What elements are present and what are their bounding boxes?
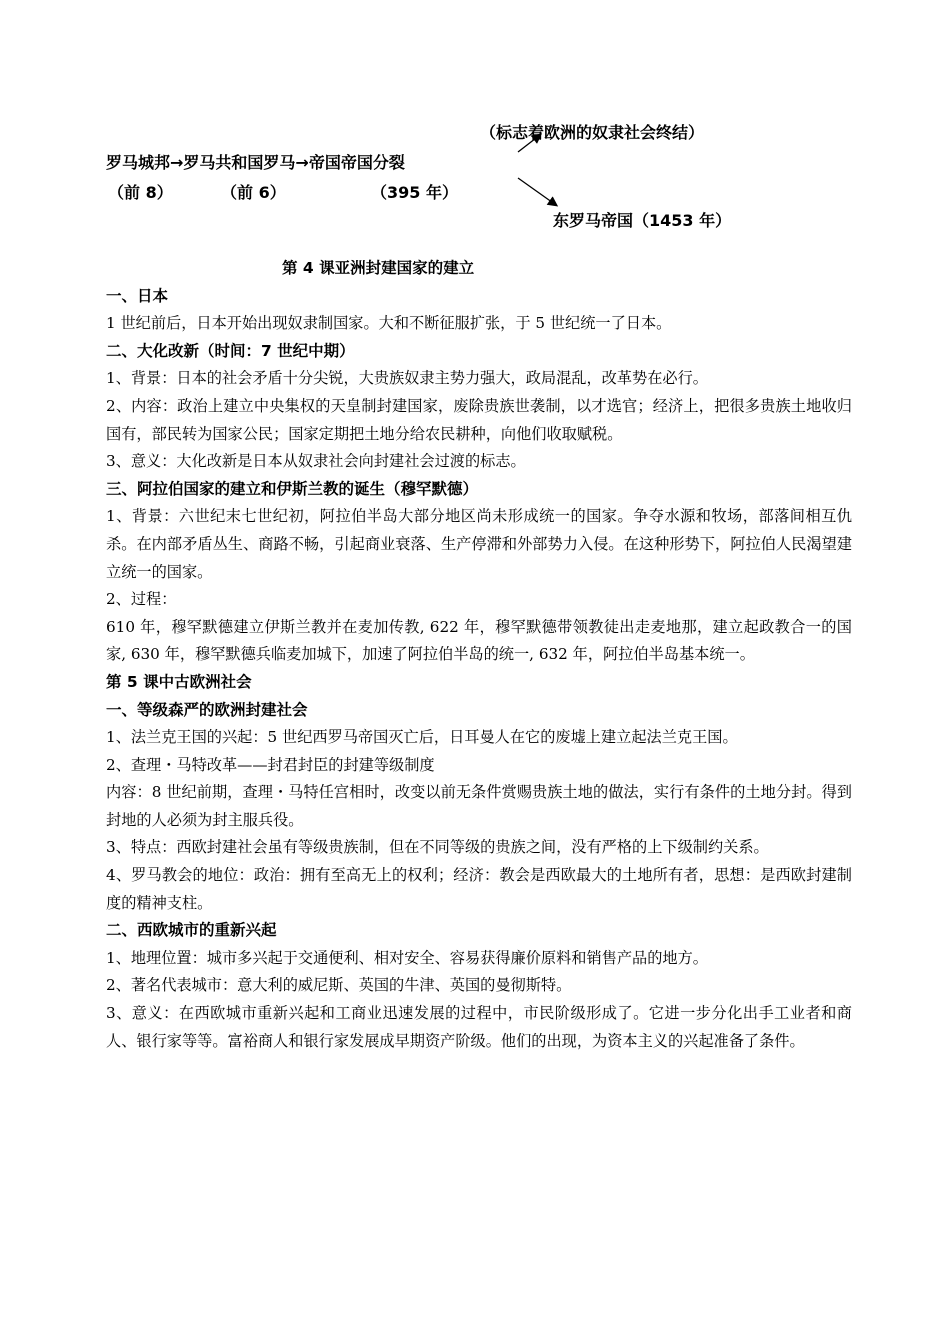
- lesson4-section2-p1: 1、背景：日本的社会矛盾十分尖锐，大贵族奴隶主势力强大，政局混乱，改革势在必行。: [106, 369, 708, 388]
- lesson4-section3-p3: 610 年，穆罕默德建立伊斯兰教并在麦加传教, 622 年，穆罕默德带领教徒出走麦地那，建立起政教合一的国家, 630 年，穆罕默德兵临麦加城下，加速了阿拉伯半岛的统一, 632 年，阿拉伯半岛基本统一。: [106, 617, 852, 664]
- lesson5-section2-p2: 2、著名代表城市：意大利的威尼斯、英国的牛津、英国的曼彻斯特。: [106, 976, 572, 995]
- diagram-date-3: （395 年）: [371, 183, 458, 202]
- diagram-chain: 罗马城邦→罗马共和国罗马→帝国帝国分裂: [106, 153, 405, 172]
- lesson4-section3-p2: 2、过程：: [106, 590, 177, 609]
- lesson5-section1-p4: 3、特点：西欧封建社会虽有等级贵族制，但在不同等级的贵族之间，没有严格的上下级制约关系。: [106, 838, 769, 857]
- lesson5-title: 第 5 课中古欧洲社会: [106, 672, 252, 691]
- lesson4-section1-p1: 1 世纪前后，日本开始出现奴隶制国家。大和不断征服扩张，于 5 世纪统一了日本。: [106, 314, 672, 333]
- lesson5-section2-p1: 1、地理位置：城市多兴起于交通便利、相对安全、容易获得廉价原料和销售产品的地方。: [106, 948, 708, 967]
- document-body: [106, 255, 852, 1055]
- arrow-down: [518, 178, 556, 205]
- lesson4-title: 第 4 课亚洲封建国家的建立: [282, 259, 475, 277]
- lesson5-section2-heading: 二、西欧城市的重新兴起: [106, 921, 277, 940]
- arrow-up: [518, 135, 540, 152]
- lesson4-section1-heading: 一、日本: [106, 286, 169, 305]
- lesson5-section1-p2: 2、查理・马特改革——封君封臣的封建等级制度: [106, 755, 435, 774]
- diagram-top-note: （标志着欧洲的奴隶社会终结）: [480, 123, 705, 142]
- diagram-arrows: [0, 0, 950, 260]
- lesson5-section1-heading: 一、等级森严的欧洲封建社会: [106, 700, 308, 719]
- lesson4-section3-p1: 1、背景：六世纪末七世纪初，阿拉伯半岛大部分地区尚未形成统一的国家。争夺水源和牧场，部落间相互仇杀。在内部矛盾丛生、商路不畅，引起商业衰落、生产停滞和外部势力入侵。在这种形势下，阿拉伯人民渴望建立统一的国家。: [106, 507, 852, 581]
- diagram-date-1: （前 8）: [108, 183, 173, 202]
- lesson4-section2-p3: 3、意义：大化改新是日本从奴隶社会向封建社会过渡的标志。: [106, 452, 526, 471]
- diagram-date-2: （前 6）: [221, 183, 286, 202]
- lesson5-section1-p3: 内容：8 世纪前期，查理・马特任宫相时，改变以前无条件赏赐贵族土地的做法，实行有条件的土地分封。得到封地的人必须为封主服兵役。: [106, 783, 852, 829]
- diagram-east-empire: 东罗马帝国（1453 年）: [553, 211, 732, 230]
- lesson5-section1-p1: 1、法兰克王国的兴起：5 世纪西罗马帝国灭亡后，日耳曼人在它的废墟上建立起法兰克王国。: [106, 728, 738, 747]
- lesson4-section2-p2: 2、内容：政治上建立中央集权的天皇制封建国家，废除贵族世袭制，以才选官；经济上，把很多贵族土地收归国有，部民转为国家公民；国家定期把土地分给农民耕种，向他们收取赋税。: [106, 396, 852, 443]
- lesson5-section1-p5: 4、罗马教会的地位：政治：拥有至高无上的权利；经济：教会是西欧最大的土地所有者，思想：是西欧封建制度的精神支柱。: [106, 866, 852, 912]
- lesson4-section3-heading: 三、阿拉伯国家的建立和伊斯兰教的诞生（穆罕默德）: [106, 479, 479, 498]
- lesson5-section2-p3: 3、意义：在西欧城市重新兴起和工商业迅速发展的过程中，市民阶级形成了。它进一步分化出手工业者和商人、银行家等等。富裕商人和银行家发展成早期资产阶级。他们的出现，为资本主义的兴起准备了条件。: [106, 1004, 852, 1050]
- lesson4-section2-heading: 二、大化改新（时间：7 世纪中期）: [106, 341, 355, 360]
